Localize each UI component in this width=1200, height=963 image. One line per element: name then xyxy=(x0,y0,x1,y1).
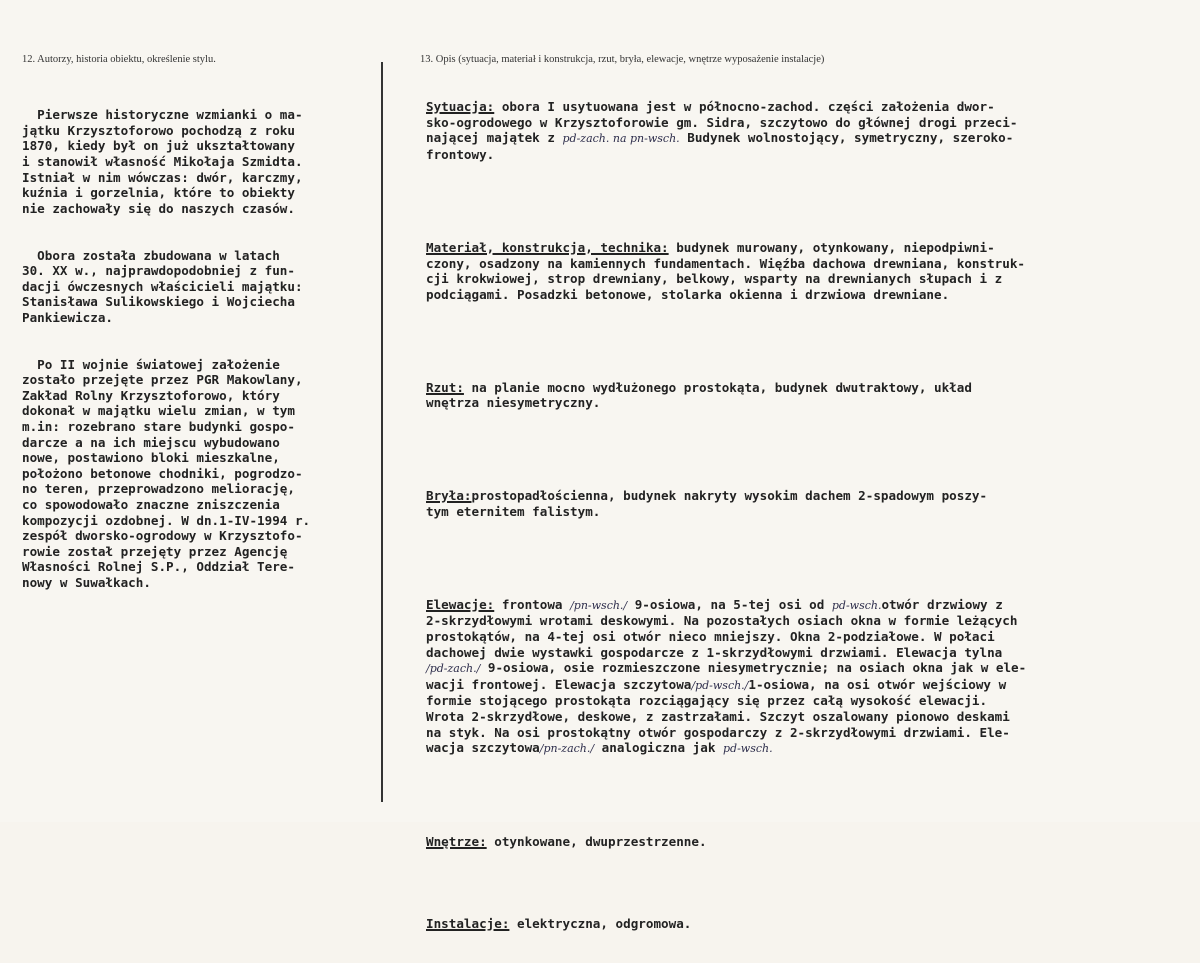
elewacje-handwritten-3: /pd-zach./ xyxy=(426,662,481,676)
sytuacja-text-2: Budynek wolnostojący, symetryczny, szeroko- frontowy. xyxy=(426,130,1014,162)
sytuacja-text: obora I usytuowana jest w północno-zachod. części założenia dwor- sko-ogrodowego w Krzysztoforowie gm. Sidra, szczytowo do głównej drogi przeci- nającej majątek z xyxy=(426,99,1018,146)
elewacje-label: Elewacje: xyxy=(426,596,495,612)
bryla-label: Bryła: xyxy=(426,488,472,504)
instalacje-paragraph xyxy=(426,916,1026,932)
bryla-paragraph xyxy=(426,488,1026,519)
elewacje-handwritten-2: pd-wsch. xyxy=(831,598,882,612)
elewacje-handwritten-4: /pd-wsch./ xyxy=(691,678,749,692)
rzut-text: na planie mocno wydłużonego prostokąta, budynek dwutraktowy, układ wnętrza niesymetryczny. xyxy=(426,379,972,411)
sytuacja-handwritten: pd-zach. na pn-wsch. xyxy=(562,132,680,146)
elewacje-text-3: otwór drzwiowy z 2-skrzydłowymi wrotami deskowymi. Na pozostałych osiach okna w formie leżących prostokątów, na 4-tej osi otwór nieco mniejszy. Okna 2-podziałowe. W połaci dachowej dwie wystawki gospodarcze z 1-skrzydłowymi drzwiami. Elewacja tylna xyxy=(426,596,1018,660)
rzut-label: Rzut: xyxy=(426,379,464,395)
elewacje-text-2: 9-osiowa, na 5-tej osi od xyxy=(627,596,832,612)
bryla-text: prostopadłościenna, budynek nakryty wysokim dachem 2-spadowym poszy- tym eternitem falistym. xyxy=(426,488,988,519)
sytuacja-label: Sytuacja: xyxy=(426,99,495,115)
wnetrze-label: Wnętrze: xyxy=(426,834,487,850)
history-column xyxy=(22,76,310,622)
elewacje-text-4: 9-osiowa, osie rozmieszczone niesymetrycznie; na osiach okna jak w ele- wacji frontowej. Elewacja szczytowa xyxy=(426,660,1027,692)
section-12-heading: 12. Autorzy, historia obiektu, określenie stylu. xyxy=(22,54,216,65)
history-paragraph-2: Obora została zbudowana w latach 30. XX w., najprawdopodobniej z fun- dacji ówczesnych właścicieli majątku: Stanisława Sulikowskiego i Wojciecha Pankiewicza. xyxy=(22,247,303,325)
history-paragraph-1: Pierwsze historyczne wzmianki o ma- jątku Krzysztoforowo pochodzą z roku 1870, kiedy był on już ukształtowany i stanowił własność Mikołaja Szmidta. Istniał w nim wówczas: dwór, karczmy, kuźnia i gorzelnia, które to obiekty nie zachowały się do naszych czasów. xyxy=(22,107,303,216)
history-paragraph-3: Po II wojnie światowej założenie zostało przejęte przez PGR Makowlany, Zakład Rolny Krzysztoforowo, który dokonał w majątku wielu zmian, w tym m.in: rozebrano stare budynki gospo- darcze a na ich miejscu wybudowano nowe, postawiono bloki mieszkalne, położono betonowe chodniki, pogrodzo- no teren, przeprowadzono meliorację, co spowodowało znaczne zniszczenia kompozycji ozdobnej. W dn.1-IV-1994 r. zespół dworsko-ogrodowy w Krzysztofo- rowie został przejęty przez Agencję Własności Rolnej S.P., Oddział Tere- nowy w Suwałkach. xyxy=(22,356,311,590)
elewacje-handwritten-6: pd-wsch. xyxy=(723,742,773,756)
instalacje-text: elektryczna, odgromowa. xyxy=(509,916,692,932)
wnetrze-paragraph xyxy=(426,834,1026,850)
wnetrze-text: otynkowane, dwuprzestrzenne. xyxy=(486,834,707,850)
elewacje-handwritten-5: /pn-zach./ xyxy=(539,742,595,756)
material-label: Materiał, konstrukcja, technika: xyxy=(426,239,669,255)
description-column xyxy=(426,68,1026,963)
material-paragraph xyxy=(426,240,1026,302)
elewacje-paragraph xyxy=(426,597,1026,757)
instalacje-label: Instalacje: xyxy=(426,916,510,932)
elewacje-text-5: 1-osiowa, na osi otwór wejściowy w formie stojącego prostokąta rozciągający się przez całą wysokość elewacji. Wrota 2-skrzydłowe, deskowe, z zastrzałami. Szczyt oszalowany pionowo deskami na styk. Na osi prostokątny otwór gospodarczy z 2-skrzydłowymi drzwiami. Ele- wacja szczytowa xyxy=(426,676,1010,756)
section-13-heading: 13. Opis (sytuacja, materiał i konstrukcja, rzut, bryła, elewacje, wnętrze wyposażenie instalacje) xyxy=(420,54,825,65)
elewacje-text-1: frontowa xyxy=(494,596,571,612)
elewacje-text-6: analogiczna jak xyxy=(594,740,723,756)
rzut-paragraph xyxy=(426,380,1026,411)
material-text: budynek murowany, otynkowany, niepodpiwni- czony, osadzony na kamiennych fundamentach. Więźba dachowa drewniana, konstruk- cji krokwiowej, strop drewniany, belkowy, wsparty na drewnianych słupach i z podciągami. Posadzki betonowe, stolarka okienna i drzwiowa drewniane. xyxy=(426,239,1025,302)
sytuacja-paragraph xyxy=(426,99,1026,162)
column-divider xyxy=(381,62,383,802)
elewacje-handwritten-1: /pn-wsch./ xyxy=(570,598,628,612)
